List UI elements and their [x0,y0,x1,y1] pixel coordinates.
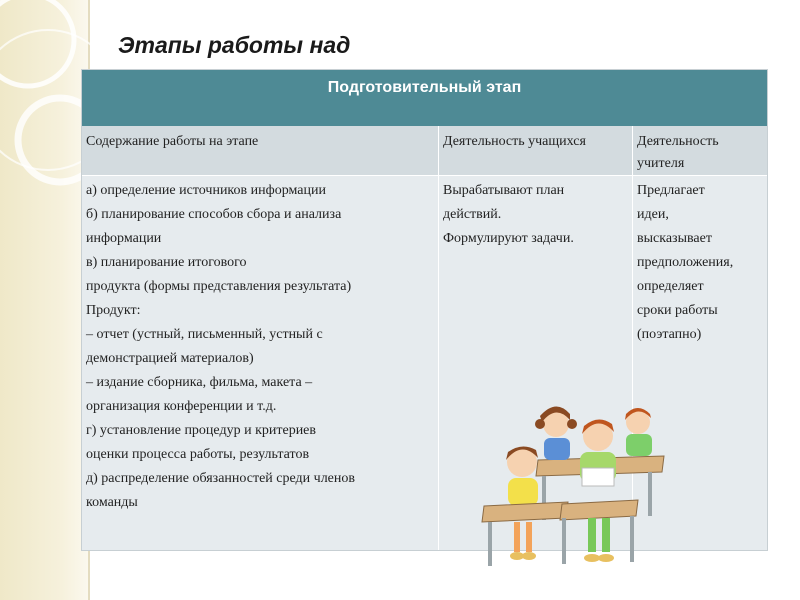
content-cell [82,176,438,550]
column-header-teacher-line: учителя [637,156,685,171]
teacher-line: высказывает [637,231,712,246]
table-header-title: Подготовительный этап [327,79,522,96]
teacher-line: Предлагает [637,183,705,198]
slide-title: Этапы работы над [118,32,351,58]
content-line: д) распределение обязанностей среди членов [86,471,356,486]
table-header [82,70,767,126]
row-divider [82,175,767,176]
content-line: б) планирование способов сбора и анализа [86,207,342,222]
column-header-content: Содержание работы на этапе [82,126,438,176]
teacher-line: сроки работы [637,303,718,318]
content-line: а) определение источников информации [86,183,326,198]
content-line: информации [86,231,162,246]
students-line: действий. [443,207,502,222]
content-line: продукта (формы представления результата) [86,279,352,294]
column-header-teacher [633,126,767,176]
students-line: Вырабатывают план [443,183,565,198]
students-line: Формулируют задачи. [443,231,574,246]
content-line: оценки процесса работы, результатов [86,447,310,462]
column-header-teacher-line: Деятельность [637,134,719,149]
content-line: в) планирование итогового [86,255,247,270]
content-line: организация конференции и т.д. [86,399,277,414]
content-line: – издание сборника, фильма, макета – [86,375,313,390]
content-line: демонстрацией материалов) [86,351,254,366]
content-line: Продукт: [86,303,141,318]
content-line: – отчет (устный, письменный, устный с [86,327,323,342]
teacher-line: (поэтапно) [637,327,702,342]
content-line: команды [86,495,138,510]
teacher-line: определяет [637,279,704,294]
teacher-line: предположения, [637,255,734,270]
teacher-line: идеи, [637,207,669,222]
column-header-students: Деятельность учащихся [439,126,632,176]
content-line: г) установление процедур и критериев [86,423,317,438]
children-at-desks-illustration [478,402,668,574]
column-divider [438,126,439,550]
